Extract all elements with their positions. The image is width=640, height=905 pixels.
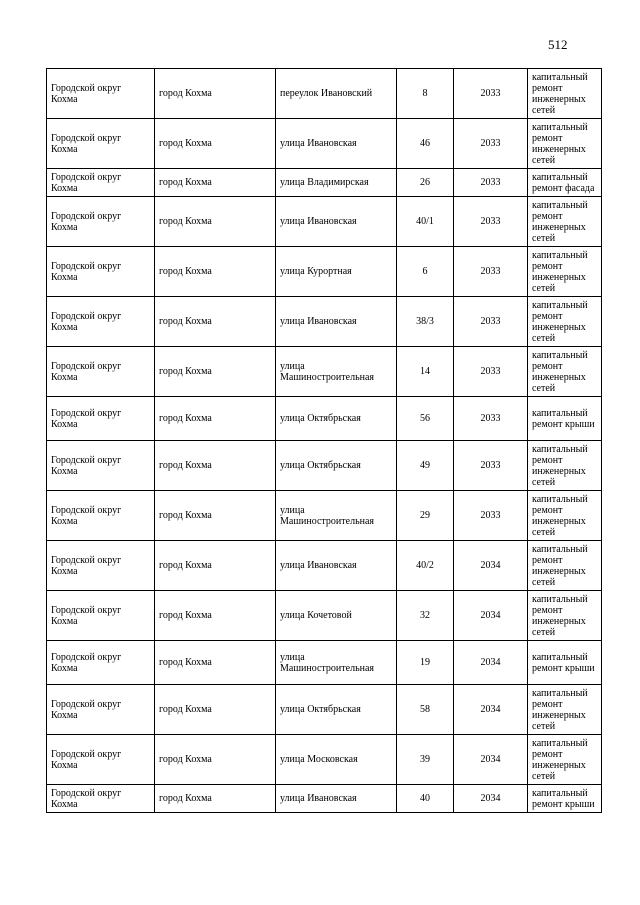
table-body (47, 69, 602, 813)
cell-work-type: капитальный ремонт инженерных сетей (528, 735, 602, 785)
cell-year: 2033 (454, 247, 528, 297)
cell-year: 2033 (454, 441, 528, 491)
cell-settlement: город Кохма (155, 641, 276, 685)
cell-year: 2034 (454, 591, 528, 641)
housing-repair-table (46, 68, 602, 813)
cell-street: улица Ивановская (276, 785, 397, 813)
cell-settlement: город Кохма (155, 735, 276, 785)
cell-house-number: 49 (397, 441, 454, 491)
cell-house-number: 56 (397, 397, 454, 441)
table-row (47, 297, 602, 347)
table-row (47, 247, 602, 297)
cell-work-type: капитальный ремонт инженерных сетей (528, 441, 602, 491)
cell-house-number: 40/1 (397, 197, 454, 247)
cell-year: 2033 (454, 169, 528, 197)
cell-settlement: город Кохма (155, 685, 276, 735)
cell-year: 2033 (454, 197, 528, 247)
cell-year: 2033 (454, 69, 528, 119)
cell-settlement: город Кохма (155, 397, 276, 441)
cell-settlement: город Кохма (155, 491, 276, 541)
table-row (47, 397, 602, 441)
cell-street: улица Октябрьская (276, 685, 397, 735)
table-row (47, 685, 602, 735)
cell-work-type: капитальный ремонт инженерных сетей (528, 197, 602, 247)
cell-work-type: капитальный ремонт инженерных сетей (528, 685, 602, 735)
cell-district: Городской округ Кохма (47, 685, 155, 735)
cell-house-number: 40/2 (397, 541, 454, 591)
table-row (47, 197, 602, 247)
page-number: 512 (548, 37, 568, 52)
cell-district: Городской округ Кохма (47, 441, 155, 491)
cell-street: улица Ивановская (276, 197, 397, 247)
cell-work-type: капитальный ремонт фасада (528, 169, 602, 197)
cell-street: улица Ивановская (276, 119, 397, 169)
table-row (47, 541, 602, 591)
cell-year: 2033 (454, 491, 528, 541)
cell-work-type: капитальный ремонт инженерных сетей (528, 119, 602, 169)
cell-district: Городской округ Кохма (47, 641, 155, 685)
cell-work-type: капитальный ремонт инженерных сетей (528, 491, 602, 541)
cell-year: 2034 (454, 685, 528, 735)
cell-street: улица Машиностроительная (276, 347, 397, 397)
cell-work-type: капитальный ремонт инженерных сетей (528, 541, 602, 591)
table-row (47, 441, 602, 491)
cell-work-type: капитальный ремонт инженерных сетей (528, 297, 602, 347)
cell-work-type: капитальный ремонт инженерных сетей (528, 347, 602, 397)
cell-district: Городской округ Кохма (47, 169, 155, 197)
cell-year: 2034 (454, 641, 528, 685)
cell-settlement: город Кохма (155, 69, 276, 119)
cell-year: 2033 (454, 297, 528, 347)
cell-settlement: город Кохма (155, 347, 276, 397)
cell-street: переулок Ивановский (276, 69, 397, 119)
cell-settlement: город Кохма (155, 591, 276, 641)
cell-street: улица Октябрьская (276, 441, 397, 491)
table-row (47, 69, 602, 119)
cell-settlement: город Кохма (155, 119, 276, 169)
table-row (47, 641, 602, 685)
cell-house-number: 38/3 (397, 297, 454, 347)
cell-work-type: капитальный ремонт крыши (528, 785, 602, 813)
table-row (47, 347, 602, 397)
cell-district: Городской округ Кохма (47, 491, 155, 541)
cell-street: улица Московская (276, 735, 397, 785)
cell-year: 2034 (454, 541, 528, 591)
table-row (47, 591, 602, 641)
cell-settlement: город Кохма (155, 541, 276, 591)
cell-street: улица Октябрьская (276, 397, 397, 441)
table-row (47, 785, 602, 813)
cell-settlement: город Кохма (155, 785, 276, 813)
cell-street: улица Машиностроительная (276, 641, 397, 685)
cell-district: Городской округ Кохма (47, 591, 155, 641)
cell-district: Городской округ Кохма (47, 541, 155, 591)
table-row (47, 119, 602, 169)
cell-house-number: 19 (397, 641, 454, 685)
cell-street: улица Курортная (276, 247, 397, 297)
cell-district: Городской округ Кохма (47, 119, 155, 169)
cell-year: 2034 (454, 785, 528, 813)
cell-district: Городской округ Кохма (47, 297, 155, 347)
cell-street: улица Кочетовой (276, 591, 397, 641)
cell-year: 2033 (454, 347, 528, 397)
cell-house-number: 6 (397, 247, 454, 297)
cell-house-number: 8 (397, 69, 454, 119)
cell-district: Городской округ Кохма (47, 347, 155, 397)
cell-house-number: 39 (397, 735, 454, 785)
cell-district: Городской округ Кохма (47, 735, 155, 785)
cell-year: 2034 (454, 735, 528, 785)
cell-year: 2033 (454, 397, 528, 441)
cell-settlement: город Кохма (155, 441, 276, 491)
cell-work-type: капитальный ремонт инженерных сетей (528, 591, 602, 641)
cell-house-number: 26 (397, 169, 454, 197)
cell-house-number: 58 (397, 685, 454, 735)
cell-work-type: капитальный ремонт крыши (528, 641, 602, 685)
cell-district: Городской округ Кохма (47, 397, 155, 441)
cell-street: улица Владимирская (276, 169, 397, 197)
cell-settlement: город Кохма (155, 247, 276, 297)
cell-settlement: город Кохма (155, 169, 276, 197)
cell-house-number: 29 (397, 491, 454, 541)
cell-house-number: 32 (397, 591, 454, 641)
cell-year: 2033 (454, 119, 528, 169)
cell-settlement: город Кохма (155, 297, 276, 347)
cell-district: Городской округ Кохма (47, 247, 155, 297)
cell-district: Городской округ Кохма (47, 69, 155, 119)
cell-street: улица Ивановская (276, 541, 397, 591)
cell-work-type: капитальный ремонт инженерных сетей (528, 247, 602, 297)
cell-district: Городской округ Кохма (47, 197, 155, 247)
table-row (47, 735, 602, 785)
cell-house-number: 40 (397, 785, 454, 813)
cell-house-number: 46 (397, 119, 454, 169)
cell-work-type: капитальный ремонт инженерных сетей (528, 69, 602, 119)
cell-house-number: 14 (397, 347, 454, 397)
table-row (47, 491, 602, 541)
cell-district: Городской округ Кохма (47, 785, 155, 813)
cell-work-type: капитальный ремонт крыши (528, 397, 602, 441)
cell-street: улица Ивановская (276, 297, 397, 347)
table-row (47, 169, 602, 197)
cell-settlement: город Кохма (155, 197, 276, 247)
cell-street: улица Машиностроительная (276, 491, 397, 541)
